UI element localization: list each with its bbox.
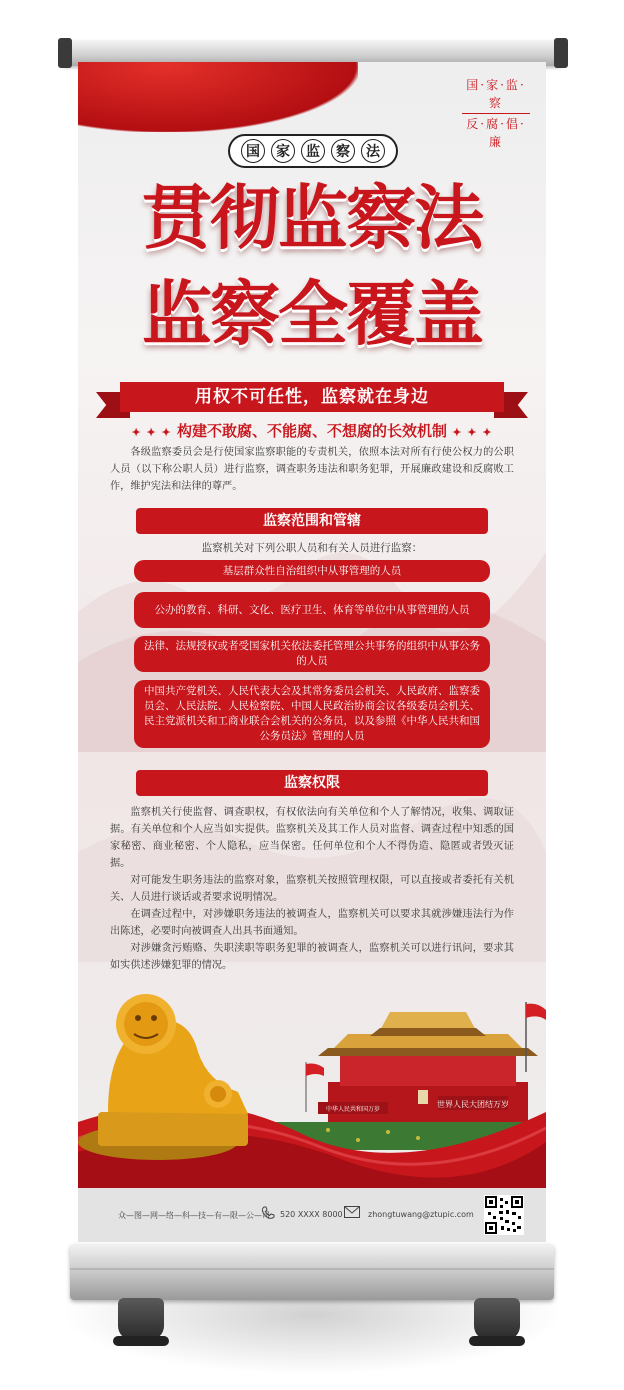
golden-lion — [78, 994, 248, 1160]
intro-paragraph: 各级监察委员会是行使国家监察职能的专责机关，依照本法对所有行使公权力的公职人员（以下称公职人员）进行监察，调查职务违法和职务犯罪，开展廉政建设和反腐败工作，维护宪法和法律的尊严。 — [110, 447, 514, 492]
scope-item-text: 中国共产党机关、人民代表大会及其常务委员会机关、人民政府、监察委员会、人民法院、人民检察院、中国人民政治协商会议各级委员会机关、民主党派机关和工商业联合会机关的公务员，以及参照《中华人民共和国公务员法》管理的人员 — [144, 685, 480, 742]
scope-item-text: 基层群众性自治组织中从事管理的人员 — [222, 564, 402, 577]
scope-item — [134, 680, 490, 748]
main-title-line-2: 监察全覆盖 — [142, 273, 482, 355]
qr-code — [484, 1195, 524, 1235]
stand-base — [70, 1244, 554, 1300]
corner-tag — [462, 76, 530, 151]
law-char: 法 — [361, 139, 385, 163]
subhead-deco-right: ✦ ✦ ✦ — [452, 426, 493, 439]
law-char: 监 — [301, 139, 325, 163]
scope-item — [134, 636, 490, 672]
law-char: 家 — [271, 139, 295, 163]
powers-paragraph: 对可能发生职务违法的监察对象，监察机关按照管理权限，可以直接或者委托有关机关、人员进行谈话或者要求说明情况。 — [110, 875, 514, 903]
rod-cap-left — [58, 38, 72, 68]
subhead-text: 构建不敢腐、不能腐、不想腐的长效机制 — [176, 422, 447, 440]
section-title-powers: 监察权限 — [136, 770, 488, 796]
scope-item-text: 公办的教育、科研、文化、医疗卫生、体育等单位中从事管理的人员 — [154, 603, 470, 616]
email-address: zhongtuwang@ztupic.com — [368, 1210, 474, 1219]
powers-paragraph: 在调查过程中，对涉嫌职务违法的被调查人，监察机关可以要求其就涉嫌违法行为作出陈述，必要时向被调查人出具书面通知。 — [110, 909, 514, 937]
subhead-deco-left: ✦ ✦ ✦ — [131, 426, 172, 439]
stand-foot-pad-left — [113, 1336, 169, 1346]
landmark-illustration — [78, 962, 546, 1188]
stand-foot-left — [118, 1298, 164, 1340]
gate-banner-text: 世界人民大团结万岁 — [437, 1100, 509, 1109]
red-flag-corner — [78, 62, 358, 132]
subheading — [78, 420, 546, 441]
rod-cap-right — [554, 38, 568, 68]
law-char: 国 — [241, 139, 265, 163]
stand-base-seam — [70, 1268, 554, 1270]
powers-body — [110, 804, 514, 974]
scope-item — [134, 592, 490, 628]
powers-paragraph: 对涉嫌贪污贿赂、失职渎职等职务犯罪的被调查人，监察机关可以进行讯问，要求其如实供述涉嫌犯罪的情况。 — [110, 943, 514, 971]
phone-number: 520 XXXX 8000 — [280, 1210, 343, 1219]
scope-item-text: 法律、法规授权或者受国家机关依法委托管理公共事务的组织中从事公务的人员 — [144, 640, 480, 667]
corner-tag-line-2: 反·腐·倡·廉 — [466, 117, 526, 149]
phone-icon — [261, 1206, 275, 1220]
mail-icon — [344, 1206, 360, 1218]
scope-item — [134, 560, 490, 582]
company-name: 众—图—网—络—科—技—有—限—公—司 — [118, 1211, 270, 1220]
corner-tag-rule — [462, 113, 530, 114]
poster — [78, 62, 546, 1242]
stand-foot-right — [474, 1298, 520, 1340]
slogan-text: 用权不可任性，监察就在身边 — [120, 382, 504, 412]
left-banner-text: 中华人民共和国万岁 — [325, 1106, 381, 1113]
stand-foot-pad-right — [469, 1336, 525, 1346]
law-char: 察 — [331, 139, 355, 163]
footer — [78, 1188, 546, 1242]
main-title-line-1: 贯彻监察法 — [142, 177, 482, 259]
tiananmen-gate — [306, 1002, 546, 1142]
scope-intro: 监察机关对下列公职人员和有关人员进行监察： — [201, 542, 423, 554]
law-name-badge — [228, 134, 398, 168]
powers-paragraph: 监察机关行使监督、调查职权，有权依法向有关单位和个人了解情况，收集、调取证据。有关单位和个人应当如实提供。监察机关及其工作人员对监督、调查过程中知悉的国家秘密、商业秘密、个人隐私，应当保密。任何单位和个人不得伪造、隐匿或者毁灭证据。 — [110, 807, 514, 869]
corner-tag-line-1: 国·家·监·察 — [466, 78, 526, 110]
slogan-ribbon — [96, 382, 528, 416]
section-title-scope: 监察范围和管辖 — [136, 508, 488, 534]
